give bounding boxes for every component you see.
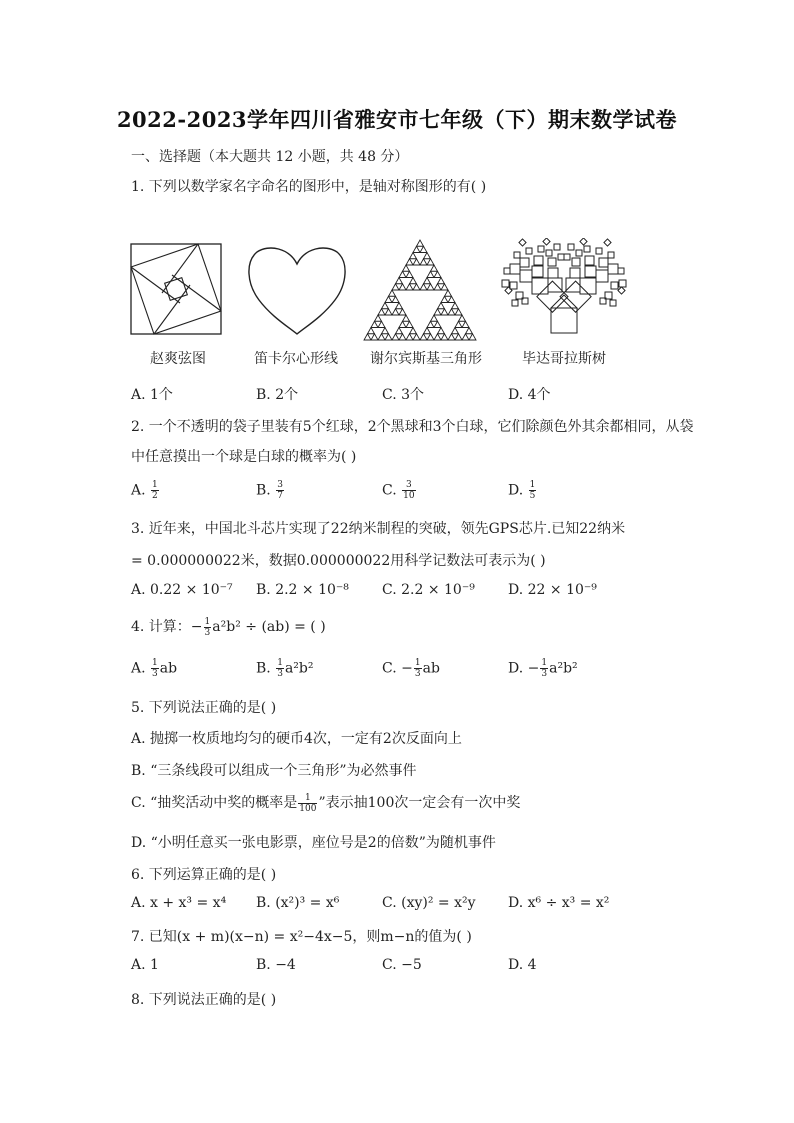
cardioid-heart-figure <box>247 244 347 336</box>
sierpinski-cell <box>455 309 462 315</box>
numerator: 1 <box>541 658 548 668</box>
q4-prefix: 4. 计算：− <box>131 619 203 635</box>
sierpinski-cell <box>455 321 462 327</box>
sierpinski-cell <box>441 334 448 340</box>
sierpinski-cell <box>399 284 406 290</box>
q2-option-c <box>382 480 417 501</box>
fraction <box>529 480 537 501</box>
sierpinski-cell <box>441 309 448 315</box>
sierpinski-cell <box>424 278 431 284</box>
sierpinski-cell <box>410 328 417 334</box>
denominator: 5 <box>529 491 536 501</box>
page-title: 2022-2023学年四川省雅安市七年级（下）期末数学试卷 <box>116 107 678 132</box>
denominator: 100 <box>299 803 317 814</box>
sierpinski-cell <box>438 328 445 334</box>
sierpinski-cell <box>427 321 434 327</box>
sierpinski-cell <box>459 315 466 321</box>
sierpinski-cell <box>427 284 434 290</box>
sierpinski-cell <box>431 265 438 271</box>
sierpinski-cell <box>448 309 455 315</box>
numerator: 1 <box>414 658 421 668</box>
q2-option-d <box>508 480 537 501</box>
sierpinski-cell <box>382 328 389 334</box>
sierpinski-cell <box>392 296 399 302</box>
sierpinski-cell <box>445 290 452 296</box>
fraction <box>402 480 415 501</box>
sierpinski-cell <box>392 284 399 290</box>
q5-option-a: A. 抛掷一枚质地均匀的硬币4次，一定有2次反面向上 <box>131 731 462 747</box>
sierpinski-cell <box>438 278 445 284</box>
denominator: 3 <box>152 669 158 679</box>
sign: − <box>527 660 540 677</box>
sierpinski-cell <box>371 321 378 327</box>
fraction <box>204 617 212 638</box>
sierpinski-cell <box>441 296 448 302</box>
sierpinski-cell <box>406 334 413 340</box>
sierpinski-cell <box>406 284 413 290</box>
sierpinski-cell <box>434 284 441 290</box>
question-3-stem-line1: 3. 近年来，中国北斗芯片实现了22纳米制程的突破，领先GPS芯片.已知22纳米 <box>131 521 626 537</box>
q7-option-b: B. −4 <box>256 957 296 973</box>
q5-option-b: B. “三条线段可以组成一个三角形”为必然事件 <box>131 763 417 779</box>
q6-option-c: C. (xy)² = x²y <box>382 895 476 911</box>
question-2-stem-line1: 2. 一个不透明的袋子里装有5个红球，2个黑球和3个白球，它们除颜色外其余都相同，从袋 <box>131 419 694 435</box>
sierpinski-cell <box>420 284 427 290</box>
numerator: 1 <box>298 793 317 804</box>
sierpinski-cell <box>403 315 410 321</box>
sierpinski-cell <box>413 334 420 340</box>
fraction <box>298 793 317 814</box>
q4-option-c <box>382 658 440 679</box>
sierpinski-cell <box>466 328 473 334</box>
numerator: 1 <box>152 480 158 490</box>
sierpinski-cell <box>427 271 434 277</box>
sierpinski-cell <box>434 309 441 315</box>
q1-option-a: A. 1个 <box>131 387 173 403</box>
numerator: 3 <box>277 480 283 490</box>
q5-option-d: D. “小明任意买一张电影票，座位号是2的倍数”为随机事件 <box>131 835 496 851</box>
q7-option-d: D. 4 <box>508 957 537 973</box>
sierpinski-cell <box>399 321 406 327</box>
fraction <box>276 658 284 679</box>
question-6-stem: 6. 下列运算正确的是( ) <box>131 867 277 883</box>
caption-pythagoras-tree: 毕达哥拉斯树 <box>522 351 606 367</box>
question-2-stem-line2: 中任意摸出一个球是白球的概率为( ) <box>131 449 357 465</box>
option-label: C. <box>382 482 397 499</box>
sierpinski-cell <box>406 259 413 265</box>
denominator: 3 <box>277 669 283 679</box>
sierpinski-cell <box>413 246 420 252</box>
q6-option-b: B. (x²)³ = x⁶ <box>256 895 340 911</box>
sierpinski-cell <box>434 271 441 277</box>
fraction <box>151 658 159 679</box>
option-label: D. <box>508 660 524 677</box>
sierpinski-cell <box>375 315 382 321</box>
sierpinski-cell <box>392 334 399 340</box>
term: ab <box>159 660 178 677</box>
zhao-shuang-diagram-figure <box>130 243 222 335</box>
sierpinski-cell <box>462 334 469 340</box>
q3-option-b: B. 2.2 × 10⁻⁸ <box>256 582 349 598</box>
sierpinski-cell <box>406 271 413 277</box>
sierpinski-cell <box>420 334 427 340</box>
q4-option-d <box>508 658 578 679</box>
sierpinski-cell <box>413 259 420 265</box>
q3-option-d: D. 22 × 10⁻⁹ <box>508 582 597 598</box>
q2-option-b <box>256 480 285 501</box>
sierpinski-cell <box>420 259 427 265</box>
q2-option-a <box>131 480 160 501</box>
q1-option-b: B. 2个 <box>256 387 299 403</box>
sierpinski-cell <box>427 334 434 340</box>
q3-option-a: A. 0.22 × 10⁻⁷ <box>131 582 233 598</box>
sierpinski-cell <box>385 296 392 302</box>
question-4-stem <box>131 616 326 638</box>
fraction <box>276 480 284 501</box>
q7-option-a: A. 1 <box>131 957 159 973</box>
denominator: 3 <box>414 669 421 679</box>
denominator: 10 <box>403 491 415 501</box>
fraction <box>540 658 548 679</box>
sierpinski-cell <box>469 334 476 340</box>
q7-option-c: C. −5 <box>382 957 422 973</box>
option-text: ”表示抽100次一定会有一次中奖 <box>318 795 521 811</box>
fraction <box>414 658 422 679</box>
denominator: 3 <box>204 627 211 638</box>
sierpinski-triangle-figure <box>362 238 478 342</box>
sierpinski-cell <box>452 328 459 334</box>
denominator: 3 <box>541 669 548 679</box>
sierpinski-cell <box>406 321 413 327</box>
sierpinski-cell <box>385 309 392 315</box>
term: ab <box>422 660 440 677</box>
term: a²b² <box>284 660 314 677</box>
sierpinski-cell <box>413 284 420 290</box>
q4-option-b <box>256 658 313 679</box>
numerator: 1 <box>277 658 283 668</box>
sierpinski-cell <box>441 284 448 290</box>
sierpinski-cell <box>431 315 438 321</box>
option-label: B. <box>256 660 271 677</box>
sierpinski-cell <box>382 303 389 309</box>
sierpinski-cell <box>448 334 455 340</box>
option-label: A. <box>131 482 146 499</box>
q4-option-a <box>131 658 177 679</box>
sierpinski-cell <box>434 334 441 340</box>
caption-cardioid: 笛卡尔心形线 <box>254 351 338 367</box>
q6-option-d: D. x⁶ ÷ x³ = x² <box>508 895 610 911</box>
section-heading: 一、选择题（本大题共 12 小题，共 48 分） <box>131 149 409 165</box>
sierpinski-cell <box>427 259 434 265</box>
option-text: C. “抽奖活动中奖的概率是 <box>131 795 298 811</box>
sierpinski-cell <box>399 309 406 315</box>
sierpinski-cell <box>396 303 403 309</box>
sierpinski-cell <box>389 290 396 296</box>
question-1-stem: 1. 下列以数学家名字命名的图形中，是轴对称图形的有( ) <box>131 179 487 195</box>
option-label: B. <box>256 482 271 499</box>
numerator: 1 <box>152 658 158 668</box>
sign: − <box>401 660 413 677</box>
sierpinski-cell <box>364 334 371 340</box>
sierpinski-cell <box>452 303 459 309</box>
fraction <box>151 480 159 501</box>
question-3-stem-line2: = 0.000000022米，数据0.000000022用科学记数法可表示为( ) <box>131 553 546 569</box>
sierpinski-cell <box>403 265 410 271</box>
numerator: 3 <box>402 480 415 491</box>
sierpinski-cell <box>392 309 399 315</box>
sierpinski-cell <box>371 334 378 340</box>
term: a²b² <box>549 660 578 677</box>
sierpinski-cell <box>399 271 406 277</box>
q1-option-d: D. 4个 <box>508 387 551 403</box>
sierpinski-cell <box>399 334 406 340</box>
q4-suffix: a²b² ÷ (ab) = ( ) <box>212 619 326 635</box>
sierpinski-cell <box>424 328 431 334</box>
q3-option-c: C. 2.2 × 10⁻⁹ <box>382 582 475 598</box>
sierpinski-cell <box>410 278 417 284</box>
sierpinski-cell <box>396 328 403 334</box>
sierpinski-cell <box>378 321 385 327</box>
q5-option-c <box>131 792 520 814</box>
caption-zhao-shuang: 赵爽弦图 <box>150 351 206 367</box>
sierpinski-cell <box>368 328 375 334</box>
pythagoras-tree-figure <box>500 238 630 334</box>
caption-sierpinski: 谢尔宾斯基三角形 <box>370 351 482 367</box>
sierpinski-cell <box>438 303 445 309</box>
sierpinski-cell <box>424 253 431 259</box>
sierpinski-cell <box>434 321 441 327</box>
q6-option-a: A. x + x³ = x⁴ <box>131 895 227 911</box>
q1-option-c: C. 3个 <box>382 387 425 403</box>
question-5-stem: 5. 下列说法正确的是( ) <box>131 700 277 716</box>
question-8-stem: 8. 下列说法正确的是( ) <box>131 992 277 1008</box>
option-label: D. <box>508 482 524 499</box>
sierpinski-cell <box>455 334 462 340</box>
sierpinski-cell <box>378 309 385 315</box>
sierpinski-cell <box>385 334 392 340</box>
option-label: A. <box>131 660 146 677</box>
sierpinski-cell <box>420 246 427 252</box>
sierpinski-cell <box>378 334 385 340</box>
sierpinski-cell <box>448 296 455 302</box>
question-7-stem: 7. 已知(x + m)(x−n) = x²−4x−5，则m−n的值为( ) <box>131 929 472 945</box>
denominator: 2 <box>152 491 158 501</box>
sierpinski-cell <box>462 321 469 327</box>
sierpinski-cell <box>410 253 417 259</box>
sierpinski-cell <box>396 278 403 284</box>
option-label: C. <box>382 660 397 677</box>
denominator: 7 <box>277 491 283 501</box>
numerator: 1 <box>529 480 536 490</box>
sierpinski-cell <box>417 240 424 246</box>
numerator: 1 <box>204 616 211 627</box>
